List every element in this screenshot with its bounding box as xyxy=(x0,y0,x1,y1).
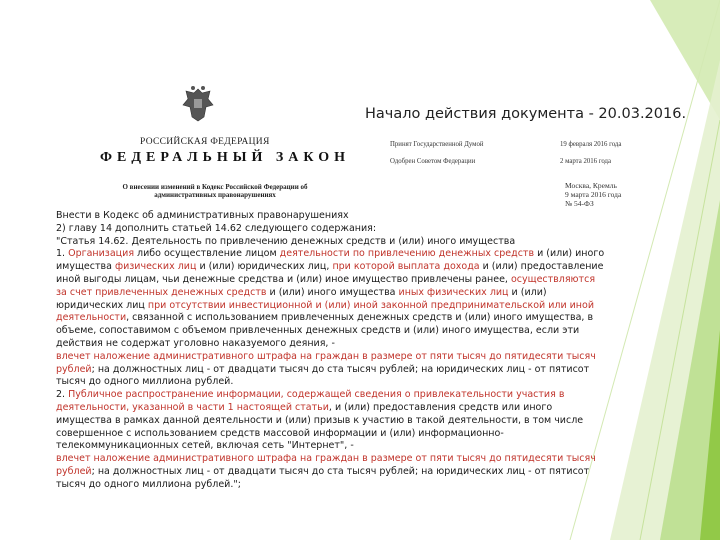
text-line xyxy=(56,325,696,338)
text-segment: ; на должностных лиц - от двадцати тысяч до ста тысяч рублей; на юридических лиц - от пятисот xyxy=(91,465,590,477)
text-line xyxy=(56,428,696,441)
law-subject xyxy=(95,183,335,199)
highlighted-text: за счет привлеченных денежных средств xyxy=(56,286,267,298)
text-line xyxy=(56,236,696,249)
adoption-duma xyxy=(390,141,622,148)
text-line xyxy=(56,248,696,261)
text-segment: 2. xyxy=(56,389,69,401)
highlighted-text: Публичное распространение информации, содержащей сведения о привлекательности участия в xyxy=(68,389,565,401)
highlighted-text: при которой выплата дохода xyxy=(332,261,480,273)
text-segment: имущества xyxy=(56,261,115,273)
text-line xyxy=(56,312,696,325)
adoption-date: 19 февраля 2016 года xyxy=(560,141,622,148)
text-line xyxy=(56,415,696,428)
coat-of-arms-icon xyxy=(180,85,216,123)
adoption-label: Одобрен Советом Федерации xyxy=(390,158,476,165)
highlighted-text: деятельности xyxy=(56,312,127,324)
highlighted-text: иных физических лиц xyxy=(398,286,509,298)
text-line xyxy=(56,389,696,402)
adoption-date: 2 марта 2016 года xyxy=(560,158,612,165)
highlighted-text: при отсутствии инвестиционной и (или) иной законной предпринимательской или иной xyxy=(147,299,595,311)
law-subject-line: О внесении изменений в Кодекс Российской Федерации об xyxy=(122,183,308,191)
text-line xyxy=(56,453,696,466)
text-line xyxy=(56,287,696,300)
text-segment: телекоммуникационных сетей, включая сеть "Интернет", - xyxy=(56,440,354,452)
text-line xyxy=(56,376,696,389)
text-line xyxy=(56,261,696,274)
text-segment: , и (или) предоставления средств или иного xyxy=(328,401,553,413)
text-segment: ; на должностных лиц - от двадцати тысяч до ста тысяч рублей; на юридических лиц - от пятисот xyxy=(91,363,590,375)
text-segment: и (или) иного имущества xyxy=(266,286,399,298)
text-line xyxy=(56,364,696,377)
text-line xyxy=(56,351,696,364)
highlighted-text: рублей xyxy=(56,465,92,477)
text-line xyxy=(56,466,696,479)
highlighted-text: осуществляются xyxy=(510,273,596,285)
text-segment: либо осуществление лицом xyxy=(134,248,280,260)
text-line xyxy=(56,210,696,223)
text-segment: тысяч до одного миллиона рублей."; xyxy=(56,478,241,490)
text-segment: и (или) юридических лиц, xyxy=(196,261,333,273)
text-segment: "Статья 14.62. Деятельность по привлечению денежных средств и (или) иного имущества xyxy=(56,235,516,247)
highlighted-text: физических лиц xyxy=(114,261,197,273)
text-line xyxy=(56,274,696,287)
text-segment: и (или) xyxy=(508,286,547,298)
text-line xyxy=(56,223,696,236)
highlighted-text: деятельности по привлечению денежных средств xyxy=(279,248,535,260)
text-segment: 2) главу 14 дополнить статьей 14.62 следующего содержания: xyxy=(56,222,377,234)
law-heading: ФЕДЕРАЛЬНЫЙ ЗАКОН xyxy=(100,150,350,165)
text-segment: совершенное с использованием средств массовой информации и (или) информационно- xyxy=(56,427,504,439)
highlighted-text: Организация xyxy=(68,248,135,260)
text-segment: юридических лиц xyxy=(56,299,148,311)
page-title: Начало действия документа - 20.03.2016. xyxy=(365,106,687,122)
highlighted-text: влечет наложение административного штрафа на граждан в размере от пяти тысяч до пятидесяти тысяч xyxy=(56,350,596,362)
article-text xyxy=(56,210,696,492)
highlighted-text: влечет наложение административного штрафа на граждан в размере от пяти тысяч до пятидесяти тысяч xyxy=(56,453,596,465)
text-line xyxy=(56,479,696,492)
highlighted-text: рублей xyxy=(56,363,92,375)
text-line xyxy=(56,402,696,415)
text-segment: иной выгоды лицам, чьи денежные средства и (или) иное имущество привлечены ранее, xyxy=(56,273,511,285)
place-line: 9 марта 2016 года xyxy=(565,190,622,199)
adoption-label: Принят Государственной Думой xyxy=(390,141,484,148)
text-segment: 1. xyxy=(56,248,69,260)
text-segment: и (или) иного xyxy=(534,248,605,260)
federation-label: РОССИЙСКАЯ ФЕДЕРАЦИЯ xyxy=(140,137,270,147)
text-segment: объеме, сопоставимом с объемом привлеченных денежных средств и (или) иного имущества, если эти xyxy=(56,325,580,337)
text-segment: и (или) предоставление xyxy=(479,261,604,273)
place-line: Москва, Кремль xyxy=(565,181,617,190)
text-segment: тысяч до одного миллиона рублей. xyxy=(56,376,234,388)
highlighted-text: деятельности, указанной в части 1 настоящей статьи xyxy=(56,401,329,413)
text-line xyxy=(56,440,696,453)
text-segment: имущества в рамках данной деятельности и (или) призыв к участию в такой деятельности, в том числе xyxy=(56,414,584,426)
adoption-council xyxy=(390,158,612,165)
law-subject-line: административных правонарушениях xyxy=(154,191,276,199)
place-and-number xyxy=(565,181,621,208)
place-line: № 54-ФЗ xyxy=(565,199,594,208)
text-line xyxy=(56,300,696,313)
text-line xyxy=(56,338,696,351)
text-segment: , связанной с использованием привлеченных денежных средств и (или) иного имущества, в xyxy=(126,312,594,324)
text-segment: Внести в Кодекс об административных правонарушениях xyxy=(56,210,349,221)
text-segment: действия не содержат уголовно наказуемого деяния, - xyxy=(56,337,335,349)
